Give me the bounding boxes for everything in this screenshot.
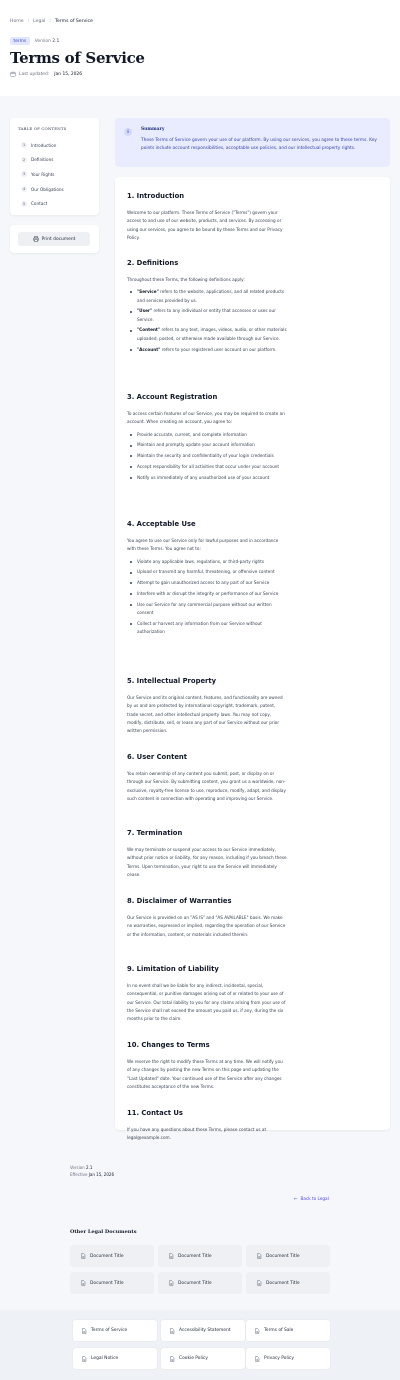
breadcrumb-legal[interactable]: Legal [33,19,46,24]
page-title: Terms of Service [10,49,145,67]
document-icon [80,1253,86,1259]
document-title: Document Title [178,1280,212,1286]
footer-version-value: 2.1 [86,1165,93,1170]
bullet-list [127,431,287,482]
section-paragraph: We may terminate or suspend your access to our Service immediately, without prior notice or liability, for any reason, including if you breach these Terms. Upon termination, your right to use the Service will immediately cease. [127,847,287,877]
section-paragraph: Welcome to our platform. These Terms of Service ("Terms") govern your access to and use of our website, products, and services. By accessing or using our services, you agree to be bound by these Terms and our Privacy Policy. [127,210,283,240]
list-item [127,326,287,343]
list-item: Attempt to gain unauthorized access to any part of our Service [127,579,287,587]
definition-text: refers to any individual or entity that accesses or uses our Service. [137,308,276,322]
list-item: Interfere with or disrupt the integrity or performance of our Service [127,590,287,598]
document-title: Document Title [90,1253,124,1259]
other-document-card[interactable] [246,1272,330,1294]
section-heading: 3. Account Registration [127,393,218,401]
document-body [115,177,390,1141]
toc-label: Introduction [31,142,57,148]
last-updated-label: Last updated: [19,71,50,77]
document-title: Document Title [90,1280,124,1286]
document-footer-meta [70,1165,114,1178]
section-changes-to-terms [127,1041,287,1091]
list-item [127,346,287,354]
print-card [10,225,99,253]
legal-link-label: Cookie Policy [179,1356,208,1361]
print-button[interactable] [18,232,90,246]
footer-effective-label: Effective [70,1171,88,1177]
definitions-list [127,288,287,354]
section-contact-us [127,1109,287,1143]
toc-label: Our Obligations [31,186,64,192]
toc-number: 5 [22,201,26,206]
summary-title: Summary [141,127,165,132]
list-item: Maintain the security and confidentiality of your login credentials [127,452,287,460]
summary-text: These Terms of Service govern your use of our platform. By using our services, you agree to these terms. Key points include account responsibilities, acceptable use policies, and our intellectual property rights. [141,138,377,152]
legal-link-accessibility-statement[interactable] [161,1320,245,1341]
legal-link-cookie-policy[interactable] [161,1348,245,1369]
meta-row [10,37,59,45]
section-heading: 6. User Content [127,753,188,761]
definition-term: "User" [137,308,153,314]
document-icon [169,1328,175,1334]
section-paragraph: You retain ownership of any content you submit, post, or display on or through our Service. By submitting content, you grant us a worldwide, non-exclusive, royalty-free license to use, reproduce, modify, adapt, and display such content in connection with operating and improving our Service. [127,771,286,801]
back-label: Back to Legal [300,1196,329,1201]
document-title: Document Title [178,1253,212,1259]
legal-link-label: Accessibility Statement [179,1328,231,1333]
other-documents-heading: Other Legal Documents [70,1229,137,1235]
section-heading: 7. Termination [127,829,183,837]
list-item: Upload or transmit any harmful, threatening, or offensive content [127,568,287,576]
legal-link-label: Privacy Policy [264,1356,294,1361]
document-icon [81,1328,87,1334]
calendar-icon [10,71,16,77]
section-limitation-of-liability [127,965,287,1023]
section-paragraph: In no event shall we be liable for any indirect, incidental, special, consequential, or punitive damages arising out of or related to your use of our Service. Our total liability to you for any claims arising from your use of the Service shall not exceed the amount you paid us, if any, during the six months prior to the claim. [127,983,286,1022]
back-to-legal-link[interactable] [294,1196,329,1201]
list-item: Notify us immediately of any unauthorized use of your account [127,474,287,482]
summary-box [115,118,390,167]
section-paragraph: You agree to use our Service only for lawful purposes and in accordance with these Terms. You agree not to: [127,538,279,552]
arrow-left-icon: ← [294,1196,298,1201]
other-document-card[interactable] [246,1245,330,1267]
other-document-card[interactable] [70,1272,154,1294]
toc-number: 4 [22,187,26,192]
toc-item-definitions[interactable] [21,153,64,168]
section-acceptable-use [127,520,287,639]
list-item [127,288,287,305]
toc-item-your-rights[interactable] [21,167,64,182]
section-paragraph: Throughout these Terms, the following definitions apply: [127,277,245,282]
printer-icon [33,236,39,242]
breadcrumb-home[interactable]: Home [10,19,24,24]
toc-item-introduction[interactable] [21,138,64,153]
breadcrumb-separator: / [27,19,30,24]
section-heading: 11. Contact Us [127,1109,183,1117]
toc-number: 2 [22,157,26,162]
legal-link-label: Legal Notice [91,1356,119,1361]
legal-link-privacy-policy[interactable] [246,1348,330,1369]
version-label: Version [34,38,51,44]
section-heading: 5. Intellectual Property [127,677,217,685]
list-item [127,307,287,324]
list-item: Provide accurate, current, and complete information [127,431,287,439]
legal-link-legal-notice[interactable] [73,1348,157,1369]
section-heading: 4. Acceptable Use [127,520,196,528]
info-icon: i [124,128,132,136]
list-item: Violate any applicable laws, regulations, or third-party rights [127,558,287,566]
section-heading: 8. Disclaimer of Warranties [127,897,232,905]
section-intellectual-property [127,677,287,735]
document-icon [80,1280,86,1286]
document-icon [254,1356,260,1362]
document-icon [169,1356,175,1362]
legal-link-terms-of-service[interactable] [73,1320,157,1341]
legal-links-footer [0,1310,400,1380]
footer-version-label: Version [70,1165,85,1170]
document-icon [81,1356,87,1362]
toc-item-contact[interactable] [21,196,64,211]
other-document-card[interactable] [70,1245,154,1267]
section-account-registration [127,393,287,485]
section-introduction [127,192,287,242]
document-title: Document Title [266,1280,300,1286]
print-label: Print document [41,236,76,242]
legal-link-label: Terms of Service [91,1328,128,1333]
toc-heading: TABLE OF CONTENTS [18,126,67,131]
section-disclaimer [127,897,287,939]
category-badge: terms [10,37,30,45]
list-item: Collect or harvest any information from our Service without authorization [127,620,287,637]
breadcrumb-separator: / [49,19,52,24]
list-item: Use our Service for any commercial purpose without our written consent [127,601,287,618]
legal-link-terms-of-sale[interactable] [246,1320,330,1341]
version-text [35,39,60,44]
list-item: Maintain and promptly update your account information [127,441,287,449]
toc-label: Definitions [31,157,54,163]
document-icon [254,1328,260,1334]
section-paragraph: Our Service and its original content, features, and functionality are owned by us and are protected by international copyright, trademark, patent, trade secret, and other intellectual property laws. You may not copy, modify, distribute, sell, or lease any part of our Service without our prior written permission. [127,695,283,734]
other-document-card[interactable] [158,1245,242,1267]
section-termination [127,829,287,879]
section-paragraph: We reserve the right to modify these Terms at any time. We will notify you of any changes by posting the new Terms on this page and updating the "Last Updated" date. Your continued use of the Service after any changes constitutes acceptance of the new Terms. [127,1059,283,1089]
definition-term: "Content" [137,327,161,333]
toc-label: Your Rights [31,171,55,177]
definition-text: refers to the website, applications, and all related products and services provided by us. [137,289,285,303]
document-icon [168,1253,174,1259]
document-icon [256,1253,262,1259]
toc-item-our-obligations[interactable] [21,182,64,197]
section-heading: 2. Definitions [127,259,179,267]
definition-text: refers to your registered user account on our platform. [160,346,277,352]
footer-effective-value: Jan 15, 2026 [88,1171,114,1177]
section-user-content [127,753,287,803]
last-updated [10,71,82,77]
breadcrumb [10,19,93,24]
table-of-contents [10,118,99,215]
document-title: Document Title [266,1253,300,1259]
definition-text: refers to any text, images, videos, audio, or other materials uploaded, posted, or otherwise made available through our Service. [137,327,287,341]
toc-label: Contact [31,201,48,207]
document-icon [168,1280,174,1286]
page-header [0,0,400,96]
section-paragraph: Our Service is provided on an "AS IS" and "AS AVAILABLE" basis. We make no warranties, expressed or implied, regarding the operation of our Service or the information, content, or materials included therein. [127,915,286,937]
section-heading: 10. Changes to Terms [127,1041,210,1049]
bullet-list [127,558,287,637]
document-icon [256,1280,262,1286]
toc-number: 3 [22,172,26,177]
section-paragraph: If you have any questions about these Terms, please contact us at legal@example.com. [127,1127,267,1141]
toc-list [21,138,64,211]
definition-term: "Service" [137,289,159,295]
section-heading: 1. Introduction [127,192,185,200]
toc-number: 1 [22,143,26,148]
definition-term: "Account" [137,346,161,352]
version-value: 2.1 [52,38,60,44]
other-document-card[interactable] [158,1272,242,1294]
breadcrumb-current: Terms of Service [55,19,93,24]
legal-link-label: Terms of Sale [264,1328,294,1333]
footer-effective [70,1172,114,1179]
section-definitions [127,259,287,356]
section-paragraph: To access certain features of our Service, you may be required to create an account. When creating an account, you agree to: [127,411,285,425]
list-item: Accept responsibility for all activities that occur under your account [127,463,287,471]
last-updated-value: Jan 15, 2026 [54,71,82,77]
section-heading: 9. Limitation of Liability [127,965,219,973]
